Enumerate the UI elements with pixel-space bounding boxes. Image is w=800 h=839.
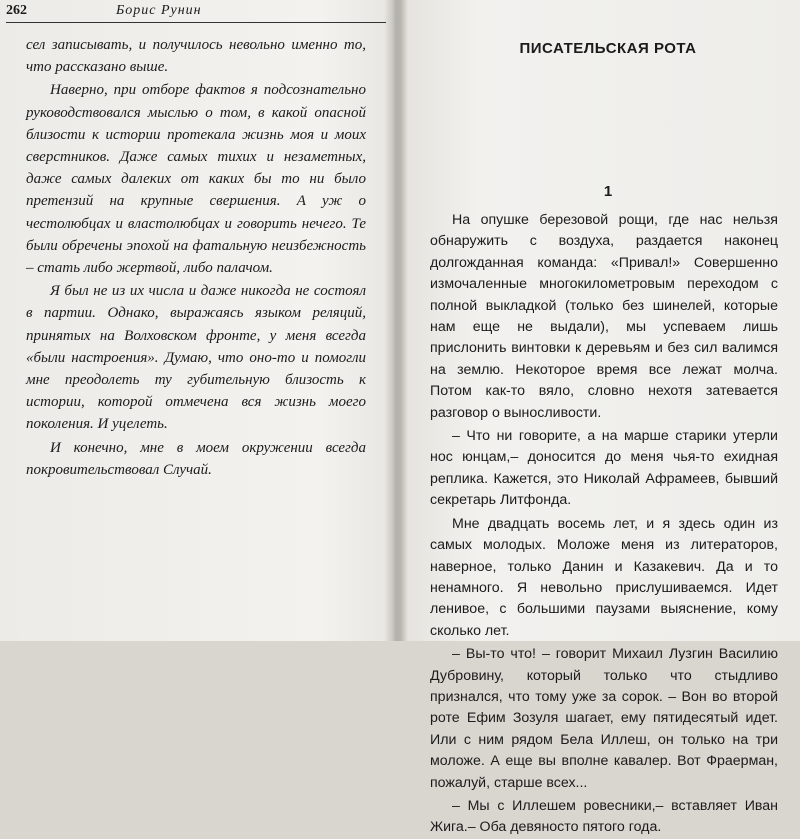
chapter-title: ПИСАТЕЛЬСКАЯ РОТА bbox=[519, 40, 697, 57]
paragraph: Наверно, при отборе фактов я подсознательно руководствовался мыслью о том, в какой опасной близости к истории протекала жизнь моя и моих сверстников. Даже самых тихих и незаметных, даже самых далеких от каких бы то ни было претензий на крупные свершения. А уж о честолюбцах и властолюбцах и говорить нечего. Те были обречены эпохой на фатальную неизбежность – стать либо жертвой, либо палачом. bbox=[26, 82, 366, 277]
left-page bbox=[0, 0, 392, 641]
right-page bbox=[408, 0, 800, 836]
running-title-author: Борис Рунин bbox=[116, 3, 202, 18]
bleed-through bbox=[430, 60, 780, 180]
paragraph: – Что ни говорите, а на марше старики утерли нос юнцам,– доносится до меня чья-то ехидная реплика. Кажется, это Николай Афрамеев, бывший секретарь Литфонда. bbox=[430, 428, 778, 509]
section-number: 1 bbox=[603, 183, 613, 200]
paragraph: сел записывать, и получилось невольно именно то, что рассказано выше. bbox=[26, 37, 366, 76]
left-body-text bbox=[26, 34, 366, 481]
right-body-text bbox=[430, 210, 778, 839]
page-number: 262 bbox=[6, 3, 27, 18]
paragraph: И конечно, мне в моем окружении всегда покровительствовал Случай. bbox=[26, 439, 366, 478]
running-head bbox=[6, 2, 386, 23]
book-gutter bbox=[384, 0, 408, 641]
paragraph: – Мы с Иллешем ровесники,– вставляет Иван Жига.– Оба девяносто пятого года. bbox=[430, 797, 778, 836]
paragraph: Мне двадцать восемь лет, и я здесь один из самых молодых. Моложе меня из литераторов, наверное, только Данин и Казакевич. Да и то ненамного. Я невольно прислушиваемся. Идет ленивое, с большими паузами выяснение, кому сколько лет. bbox=[430, 515, 778, 639]
paragraph: Я был не из их числа и даже никогда не состоял в партии. Однако, выражаясь языком реляций, принятых на Волховском фронте, у меня всегда «были настроения». Думаю, что оно-то и помогли мне преодолеть ту губительную близость к истории, которой отмечена вся жизнь моего поколения. И уцелеть. bbox=[26, 283, 366, 433]
paragraph: – Вы-то что! – говорит Михаил Лузгин Василию Дубровину, который только что стыдливо признался, что тому уже за сорок. – Вон во второй роте Ефим Зозуля шагает, ему пятидесятый идет. Или с ним рядом Бела Иллеш, он только на три моложе. А еще вы вполне кавалер. Вот Фраерман, пожалуй, старше всех... bbox=[430, 646, 778, 791]
paragraph: На опушке березовой рощи, где нас нельзя обнаружить с воздуха, раздается наконец долгожданная команда: «Привал!» Совершенно измочаленные многокилометровым переходом с полной выкладкой (только без шинелей, которые нам еще не выдали), мы успеваем лишь прислонить винтовки к деревьям и без сил валимся на землю. Некоторое время все лежат молча. Потом как-то вяло, словно нехотя затевается разговор о выносливости. bbox=[430, 212, 778, 421]
